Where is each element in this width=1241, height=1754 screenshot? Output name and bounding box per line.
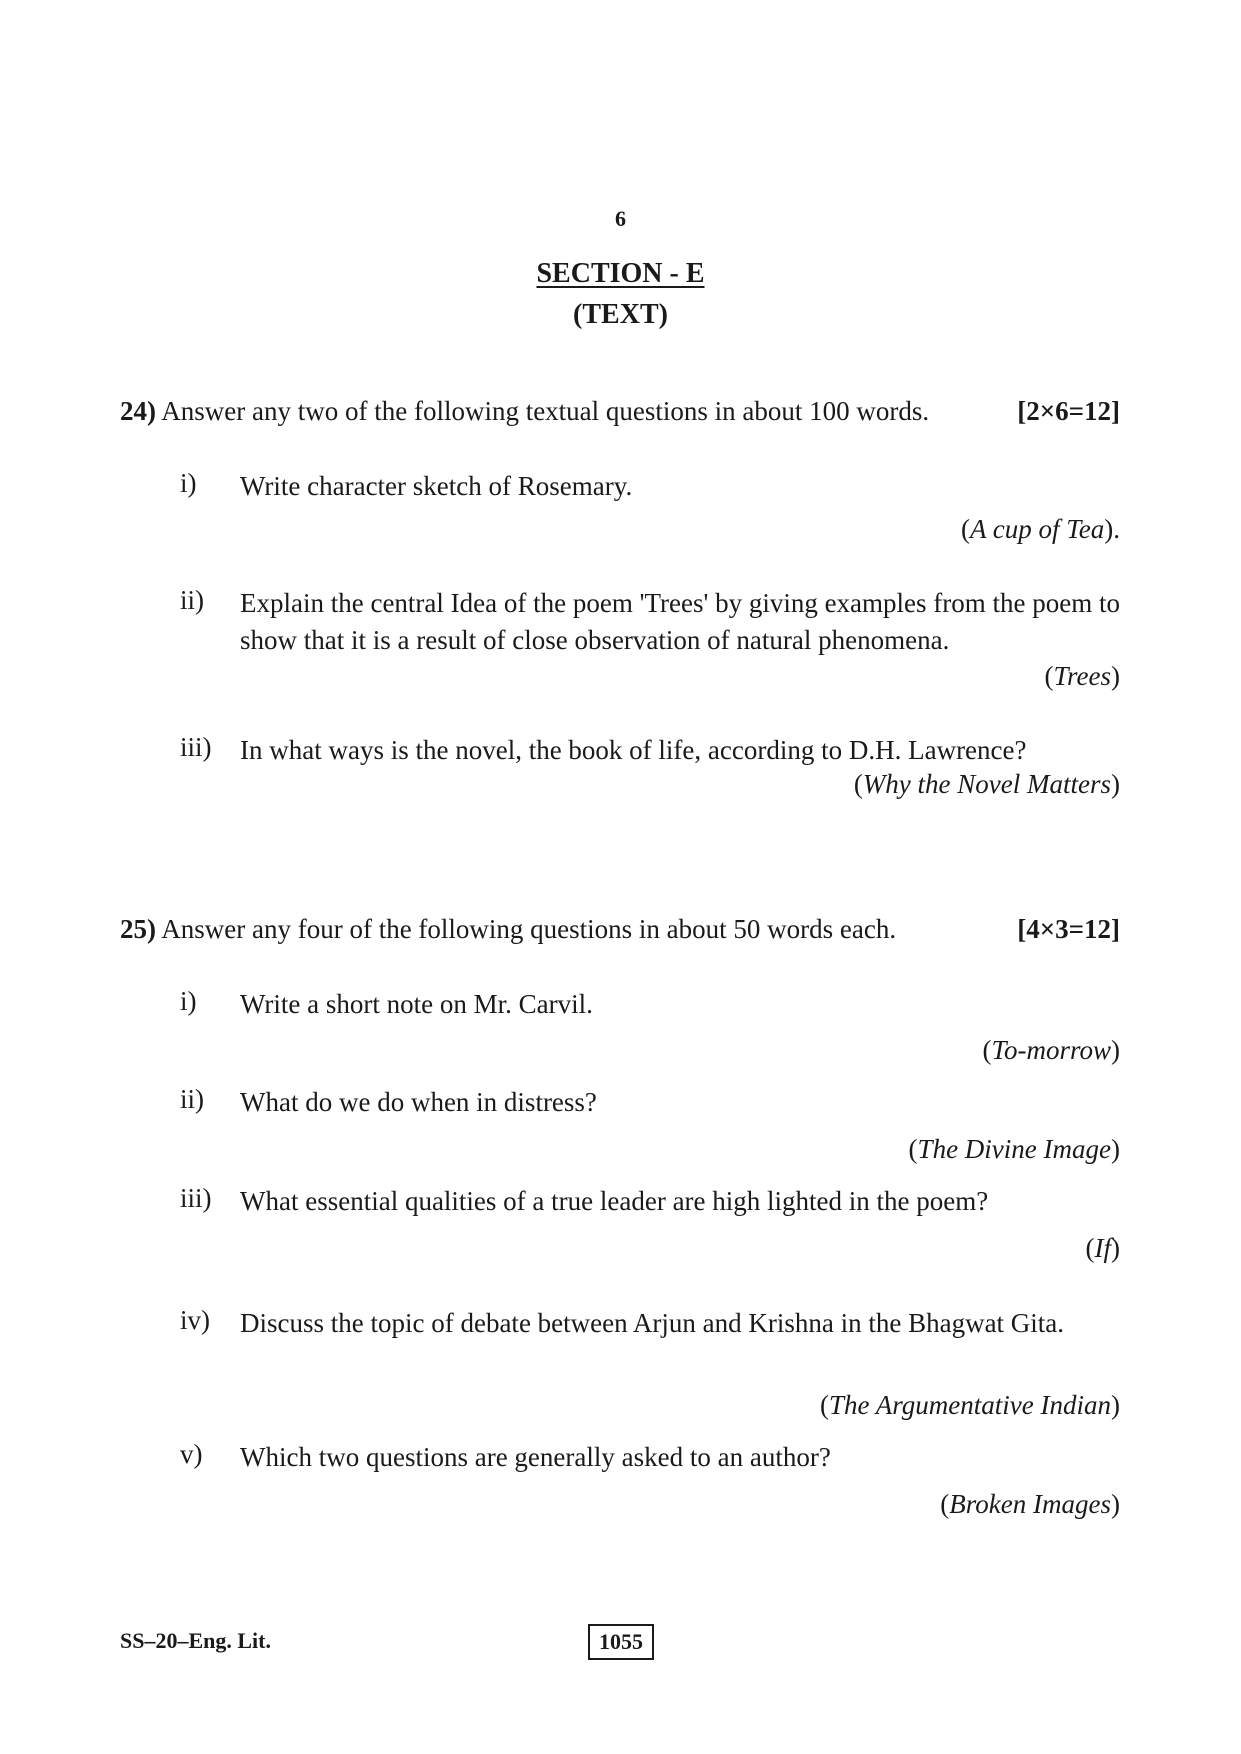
item-label: iii) — [180, 732, 212, 762]
section-title — [0, 258, 1241, 290]
question-marks: [4×3=12] — [1017, 914, 1120, 944]
source-title: A cup of Tea — [969, 514, 1105, 544]
question-instruction: Answer any four of the following questions in about 50 words each. — [156, 914, 897, 944]
item-source: (The Divine Image) — [908, 1134, 1120, 1164]
source-title: If — [1094, 1233, 1111, 1263]
item-label: iii) — [180, 1183, 212, 1213]
page-number: 6 — [615, 206, 626, 231]
source-title: The Divine Image — [917, 1134, 1111, 1164]
question-25-header — [120, 914, 1120, 945]
item-label: i) — [180, 468, 197, 498]
page-box-number: 1055 — [588, 1624, 654, 1660]
item-source: (A cup of Tea). — [960, 514, 1120, 544]
question-24-header — [120, 396, 1120, 427]
item-label: v) — [180, 1439, 203, 1469]
item-source: (Why the Novel Matters) — [853, 769, 1120, 799]
item-text: What do we do when in distress? — [240, 1087, 597, 1117]
item-text: Discuss the topic of debate between Arjun and Krishna in the Bhagwat Gita. — [240, 1308, 1065, 1338]
source-title: Trees — [1053, 661, 1111, 691]
item-source: (Trees) — [1044, 661, 1120, 691]
source-title: Broken Images — [949, 1489, 1111, 1519]
item-source: (To-morrow) — [982, 1035, 1120, 1065]
question-instruction: Answer any two of the following textual questions in about 100 words. — [156, 396, 930, 426]
source-suffix: . — [1113, 514, 1120, 544]
item-label: ii) — [180, 585, 204, 615]
source-title: To-morrow — [991, 1035, 1111, 1065]
item-text: Which two questions are generally asked to an author? — [240, 1442, 831, 1472]
source-title: Why the Novel Matters — [862, 769, 1111, 799]
question-number: 24) — [120, 396, 156, 426]
item-source: (The Argumentative Indian) — [820, 1390, 1120, 1420]
item-source: (If) — [1085, 1233, 1120, 1263]
paper-code: SS–20–Eng. Lit. — [120, 1628, 271, 1653]
item-text: What essential qualities of a true leader are high lighted in the poem? — [240, 1186, 989, 1216]
section-title-text: SECTION - E — [536, 258, 705, 289]
source-title: The Argumentative Indian — [829, 1390, 1111, 1420]
item-text: Explain the central Idea of the poem 'Trees' by giving examples from the poem to show that it is a result of close observation of natural phenomena. — [240, 588, 1120, 655]
item-label: ii) — [180, 1084, 204, 1114]
item-label: iv) — [180, 1305, 210, 1335]
item-text: Write a short note on Mr. Carvil. — [240, 989, 593, 1019]
item-text: In what ways is the novel, the book of life, according to D.H. Lawrence? — [240, 735, 1027, 765]
item-source: (Broken Images) — [940, 1489, 1120, 1519]
item-text: Write character sketch of Rosemary. — [240, 471, 633, 501]
question-marks: [2×6=12] — [1017, 396, 1120, 426]
question-number: 25) — [120, 914, 156, 944]
section-subtitle: (TEXT) — [573, 299, 668, 330]
item-label: i) — [180, 986, 197, 1016]
